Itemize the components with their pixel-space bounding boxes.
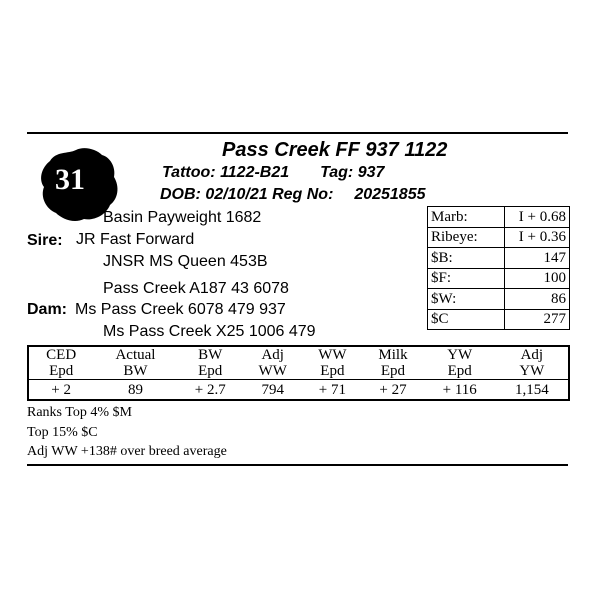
- index-row: [428, 309, 570, 330]
- index-value: I + 0.68: [505, 207, 570, 228]
- index-label: Ribeye:: [428, 227, 505, 248]
- dob-value: 02/10/21: [205, 186, 268, 203]
- index-row: [428, 227, 570, 248]
- dam-label: Dam:: [27, 301, 68, 318]
- epd-table: [27, 345, 570, 401]
- epd-header: Milk Epd: [378, 347, 408, 379]
- index-value: 86: [505, 289, 570, 310]
- tattoo-tag-line: [162, 164, 384, 182]
- epd-header: WW Epd: [318, 347, 347, 379]
- index-row: [428, 289, 570, 310]
- epd-value: + 116: [424, 380, 496, 401]
- index-label: $W:: [428, 289, 505, 310]
- dam-dam: Ms Pass Creek X25 1006 479: [103, 323, 316, 340]
- note-line: Top 15% $C: [27, 425, 98, 440]
- epd-value: 89: [93, 380, 177, 401]
- epd-header: CED Epd: [46, 347, 77, 379]
- tag-value: 937: [357, 164, 385, 181]
- carcass-index-table: [427, 206, 570, 330]
- epd-value: 794: [243, 380, 303, 401]
- epd-header: Adj YW: [519, 347, 545, 379]
- sire-label: Sire:: [27, 232, 63, 249]
- tattoo-label: Tattoo:: [162, 164, 216, 181]
- index-label: $B:: [428, 248, 505, 269]
- epd-header: Actual BW: [115, 347, 156, 379]
- epd-value: + 27: [362, 380, 424, 401]
- sire: JR Fast Forward: [76, 231, 195, 248]
- note-line: Adj WW +138# over breed average: [27, 444, 227, 459]
- lot-number: 31: [55, 163, 85, 196]
- index-row: [428, 248, 570, 269]
- epd-header: BW Epd: [198, 347, 223, 379]
- reg-label: Reg No:: [272, 186, 334, 203]
- index-value: I + 0.36: [505, 227, 570, 248]
- tattoo-value: 1122-B21: [220, 164, 290, 181]
- index-value: 147: [505, 248, 570, 269]
- sire-sire: Basin Payweight 1682: [103, 209, 262, 226]
- reg-value: 20251855: [354, 186, 426, 203]
- dam: Ms Pass Creek 6078 479 937: [75, 301, 286, 318]
- animal-name: Pass Creek FF 937 1122: [222, 139, 448, 161]
- epd-value: + 2: [28, 380, 93, 401]
- index-label: $F:: [428, 268, 505, 289]
- index-value: 277: [505, 309, 570, 330]
- dob-label: DOB:: [160, 186, 201, 203]
- note-line: Ranks Top 4% $M: [27, 405, 132, 420]
- epd-value: + 2.7: [178, 380, 243, 401]
- epd-header-row: [28, 346, 569, 380]
- epd-header: YW Epd: [447, 347, 473, 379]
- top-rule: [27, 132, 568, 134]
- dob-reg-line: [160, 186, 426, 204]
- index-label: $C: [428, 309, 505, 330]
- index-row: [428, 207, 570, 228]
- epd-value: + 71: [303, 380, 363, 401]
- index-value: 100: [505, 268, 570, 289]
- sire-dam: JNSR MS Queen 453B: [103, 253, 268, 270]
- epd-value: 1,154: [496, 380, 569, 401]
- index-label: Marb:: [428, 207, 505, 228]
- bottom-rule: [27, 464, 568, 466]
- epd-header: Adj WW: [258, 347, 287, 379]
- tag-label: Tag:: [320, 164, 354, 181]
- index-row: [428, 268, 570, 289]
- dam-sire: Pass Creek A187 43 6078: [103, 280, 289, 297]
- epd-value-row: [28, 380, 569, 401]
